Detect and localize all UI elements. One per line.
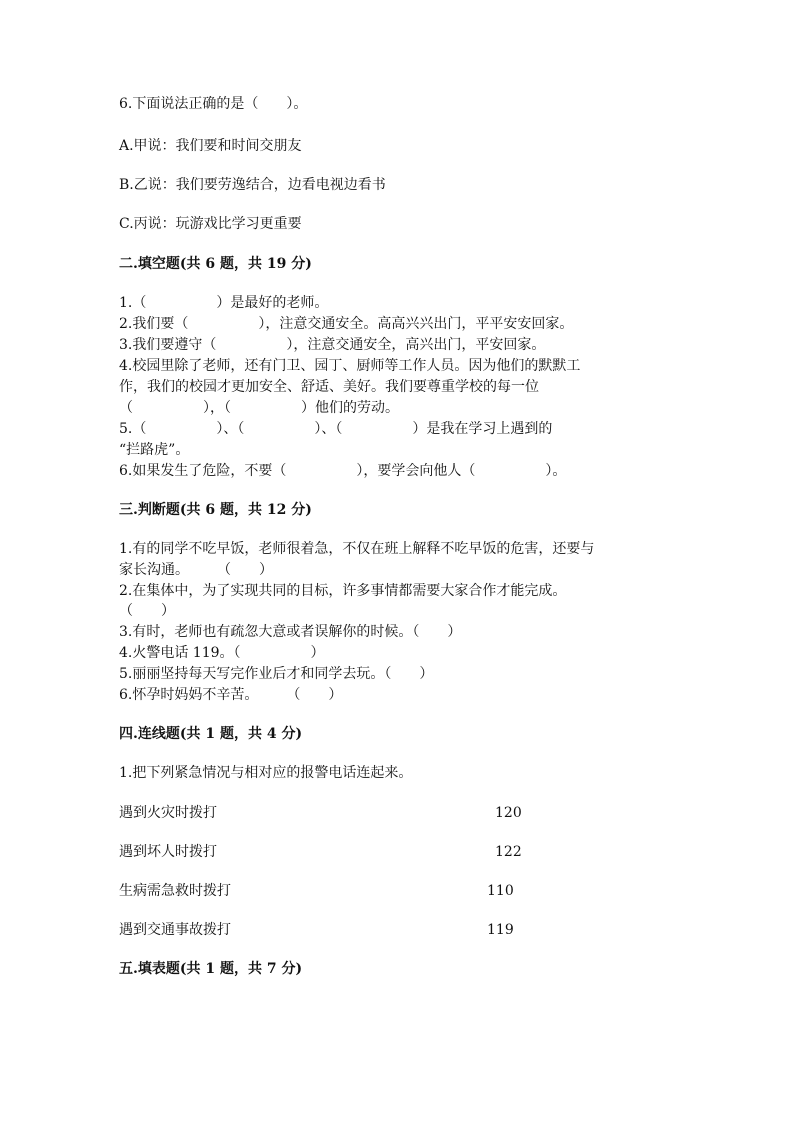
matching-right-item: 119 [487,922,514,938]
fill-blank-line: 1.（ ）是最好的老师。 [119,295,329,311]
section-heading-matching: 四.连线题(共 1 题，共 4 分) [119,726,303,742]
matching-instruction: 1.把下列紧急情况与相对应的报警电话连起来。 [119,765,413,781]
matching-right-item: 120 [495,805,522,821]
section-heading-table-fill: 五.填表题(共 1 题，共 7 分) [119,961,303,977]
fill-blank-line: 2.我们要（ ），注意交通安全。高高兴兴出门，平平安安回家。 [119,316,574,332]
true-false-line: 4.火警电话 119。（ ） [119,645,325,661]
matching-left-item: 遇到火灾时拨打 [119,805,217,821]
q6-option-a: A.甲说：我们要和时间交朋友 [119,138,302,154]
true-false-line: （ ） [119,603,175,619]
true-false-line: 3.有时，老师也有疏忽大意或者误解你的时候。（ ） [119,624,462,640]
true-false-line: 1.有的同学不吃早饭，老师很着急，不仅在班上解释不吃早饭的危害，还要与 [119,541,595,557]
fill-blank-line: “拦路虎”。 [119,442,190,458]
matching-right-item: 110 [487,883,514,899]
section-heading-fill-blank: 二.填空题(共 6 题，共 19 分) [119,256,312,272]
fill-blank-line: 6.如果发生了危险，不要（ ），要学会向他人（ ）。 [119,463,567,479]
fill-blank-line: 3.我们要遵守（ ），注意交通安全，高兴出门，平安回家。 [119,337,546,353]
matching-left-item: 遇到坏人时拨打 [119,844,217,860]
matching-left-item: 遇到交通事故拨打 [119,922,231,938]
q6-option-b: B.乙说：我们要劳逸结合，边看电视边看书 [119,177,386,193]
fill-blank-line: 4.校园里除了老师，还有门卫、园丁、厨师等工作人员。因为他们的默默工 [119,358,581,374]
true-false-line: 家长沟通。 （ ） [119,562,273,578]
fill-blank-line: 5.（ ）、（ ）、（ ）是我在学习上遇到的 [119,421,553,437]
matching-right-item: 122 [495,844,522,860]
matching-left-item: 生病需急救时拨打 [119,883,231,899]
q6-stem: 6.下面说法正确的是（ ）。 [119,96,308,112]
section-heading-true-false: 三.判断题(共 6 题，共 12 分) [119,502,312,518]
true-false-line: 6.怀孕时妈妈不辛苦。 （ ） [119,687,343,703]
true-false-line: 2.在集体中，为了实现共同的目标，许多事情都需要大家合作才能完成。 [119,583,567,599]
q6-option-c: C.丙说：玩游戏比学习更重要 [119,216,302,232]
true-false-line: 5.丽丽坚持每天写完作业后才和同学去玩。（ ） [119,666,434,682]
fill-blank-line: （ ），（ ）他们的劳动。 [119,400,399,416]
fill-blank-line: 作，我们的校园才更加安全、舒适、美好。我们要尊重学校的每一位 [119,379,539,395]
